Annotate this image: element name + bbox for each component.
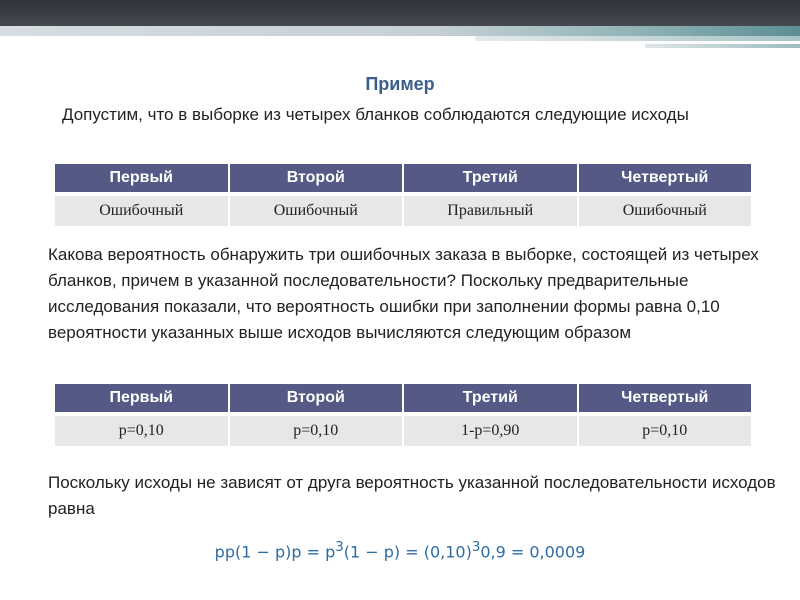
header-cell-fourth: Четвертый <box>579 384 752 414</box>
header-accent-line <box>475 36 800 41</box>
probability-cell-third: 1-p=0,90 <box>404 416 577 446</box>
question-text: Какова вероятность обнаружить три ошибочных заказа в выборке, состоящей из четырех бланков, причем в указанной последовательности? Поскольку предварительные исследования показали, что вероятность ошибки при заполнении формы равна 0,10 вероятности указанных выше исходов вычисляются следующим образом <box>48 245 759 342</box>
formula-exponent-1: 3 <box>335 540 344 555</box>
formula-right: 0,9 = 0,0009 <box>480 542 586 562</box>
header-cell-third: Третий <box>404 384 577 414</box>
formula-left: pp(1 − p)p = p <box>214 542 336 562</box>
intro-text: Допустим, что в выборке из четырех бланков соблюдаются следующие исходы <box>62 105 689 124</box>
table-header-row <box>55 384 751 414</box>
table-row <box>55 416 751 446</box>
header-accent-line-short <box>645 44 800 48</box>
probability-cell-second: p=0,10 <box>230 416 403 446</box>
probability-cell-first: p=0,10 <box>55 416 228 446</box>
header-cell-first: Первый <box>55 384 228 414</box>
formula-middle: (1 − p) = (0,10) <box>343 542 472 562</box>
outcome-cell-second: Ошибочный <box>230 196 403 226</box>
header-cell-second: Второй <box>230 164 403 194</box>
table-row <box>55 196 751 226</box>
slide-title: Пример <box>365 74 435 94</box>
header-band <box>0 0 800 26</box>
formula-exponent-2: 3 <box>471 540 481 555</box>
conclusion-text: Поскольку исходы не зависят от друга вероятность указанной последовательности исходов равна <box>48 473 776 518</box>
header-cell-second: Второй <box>230 384 403 414</box>
header-cell-first: Первый <box>55 164 228 194</box>
probability-cell-fourth: p=0,10 <box>579 416 752 446</box>
header-cell-third: Третий <box>404 164 577 194</box>
outcome-cell-fourth: Ошибочный <box>579 196 752 226</box>
outcome-cell-first: Ошибочный <box>55 196 228 226</box>
probabilities-table <box>53 382 753 448</box>
table-header-row <box>55 164 751 194</box>
header-accent-stripe <box>0 26 800 36</box>
outcomes-table <box>53 162 753 228</box>
probability-formula <box>0 540 800 561</box>
header-cell-fourth: Четвертый <box>579 164 752 194</box>
outcome-cell-third: Правильный <box>404 196 577 226</box>
